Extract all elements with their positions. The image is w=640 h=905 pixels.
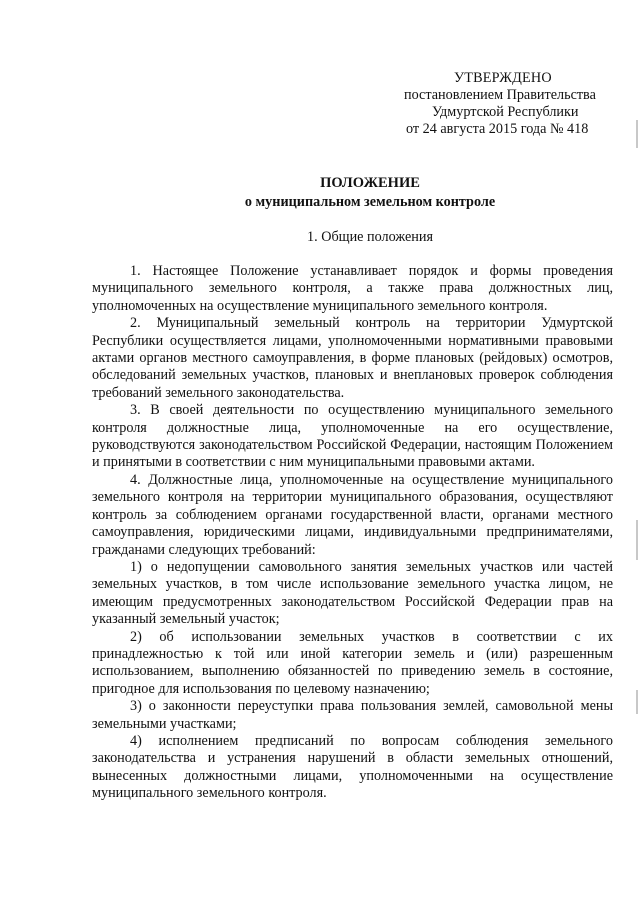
list-item-2: 2) об использовании земельных участков в соответствии с их принадлежностью к той или иной категории земель и (или) разрешенным использованием, выполнению обязанностей по приведению земель в состояние, пригодное для использования по целевому назначению; [92,628,613,697]
list-item-3: 3) о законности переуступки права пользования землей, самовольной мены земельными участками; [92,698,613,732]
section-heading: 1. Общие положения [307,229,433,245]
paragraph-4: 4. Должностные лица, уполномоченные на осуществление муниципального земельного контроля на территории муниципального образования, осуществляют контроль за соблюдением органами государственной власти, органами местного самоуправления, юридическими лицами, индивидуальными предпринимателями, гражданами следующих требований: [92,471,613,558]
approval-line-2: Удмуртской Республики [432,104,579,120]
section-body [92,263,613,803]
scan-edge-mark [636,690,638,714]
document-subtitle: о муниципальном земельном контроле [244,194,496,210]
approval-block [398,70,618,138]
document-title: ПОЛОЖЕНИЕ [320,175,420,191]
scan-edge-mark [636,520,638,560]
approval-line-3: от 24 августа 2015 года № 418 [406,121,589,137]
list-item-4: 4) исполнением предписаний по вопросам соблюдения земельного законодательства и устранения нарушений в области земельных отношений, вынесенных должностными лицами, уполномоченными на осуществление муниципального земельного контроля. [92,732,613,802]
list-item-1: 1) о недопущении самовольного занятия земельных участков или частей земельных участков, в том числе использование земельного участка лицом, не имеющим предусмотренных законодательством Российской Федерации прав на указанный земельный участок; [92,558,613,628]
approval-title: УТВЕРЖДЕНО [454,70,552,86]
approval-line-1: постановлением Правительства [404,87,596,103]
paragraph-1: 1. Настоящее Положение устанавливает порядок и формы проведения муниципального земельного контроля, а также права должностных лиц, уполномоченных на осуществление муниципального земельного контроля. [92,263,613,314]
paragraph-2: 2. Муниципальный земельный контроль на территории Удмуртской Республики осуществляется лицами, уполномоченными нормативными правовыми актами органов местного самоуправления, в форме плановых (рейдовых) осмотров, обследований земельных участков, плановых и внеплановых проверок соблюдения требований земельного законодательства. [92,315,613,401]
scan-edge-mark [636,120,638,148]
paragraph-3: 3. В своей деятельности по осуществлению муниципального земельного контроля должностные лица, уполномоченные на его осуществление, руководствуются законодательством Российской Федерации, настоящим Положением и принятыми в соответствии с ним муниципальными правовыми актами. [92,402,613,471]
